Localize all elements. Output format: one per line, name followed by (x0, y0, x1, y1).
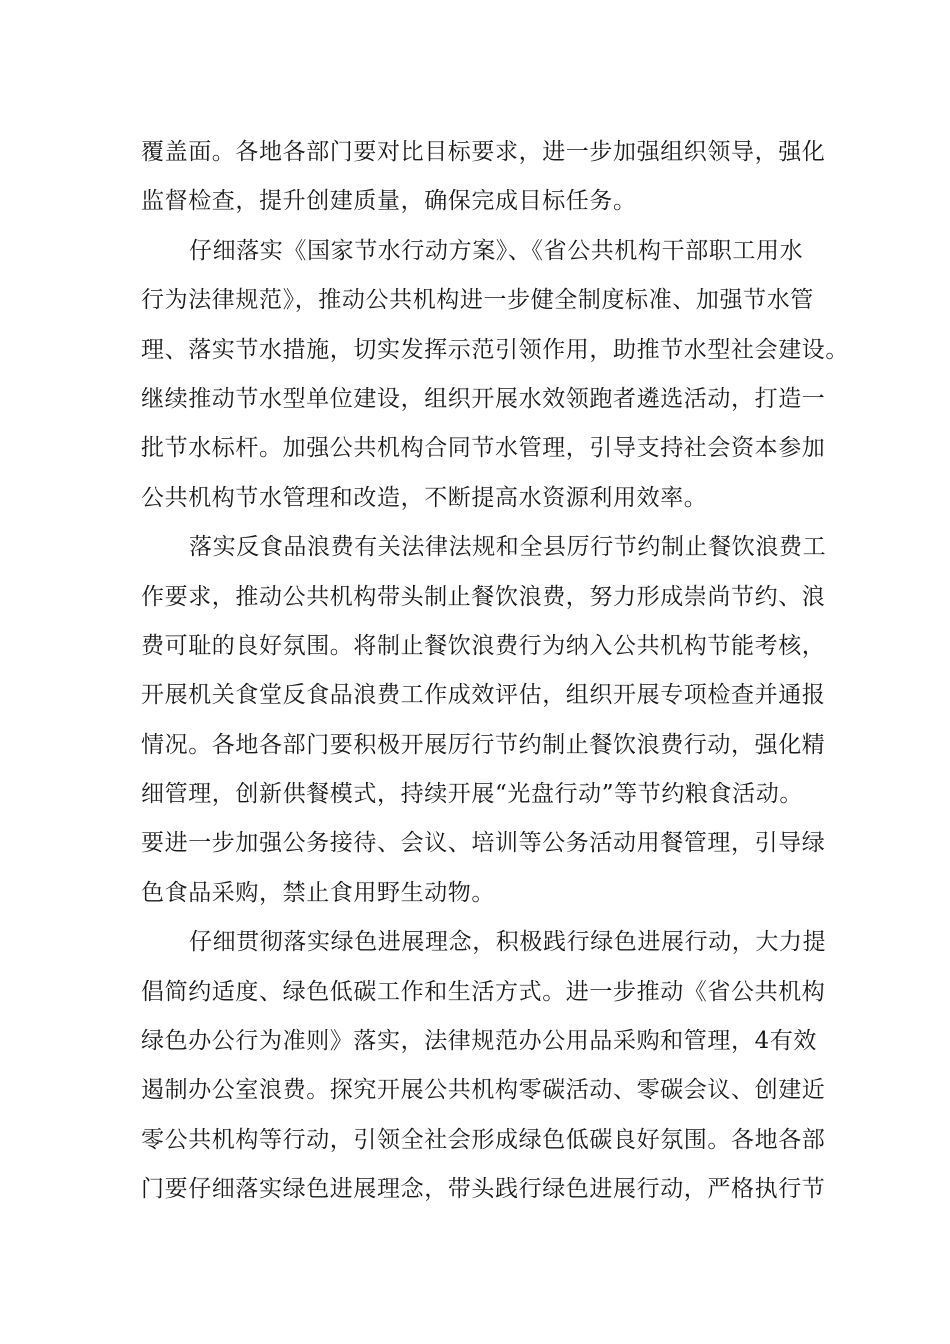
text-line: 仔细贯彻落实绿色进展理念，积极践行绿色进展行动，大力提 (189, 929, 827, 956)
text-line: 覆盖面。各地各部门要对比目标要求，进一步加强组织领导，强化 (141, 139, 826, 165)
text-line: 理、落实节水措施，切实发挥示范引领作用，助推节水型社会建设。 (141, 336, 849, 363)
paragraph (141, 523, 827, 918)
text-line: 色食品采购，禁止食用野生动物。 (141, 879, 495, 906)
text-line: 作要求，推动公共机构带头制止餐饮浪费，努力形成崇尚节约、浪 (141, 583, 826, 610)
text-line: 倡简约适度、绿色低碳工作和生活方式。进一步推动《省公共机构 (141, 978, 826, 1005)
text-line: 落实反食品浪费有关法律法规和全县厉行节约制止餐饮浪费工 (189, 534, 827, 561)
text-line: 行为法律规范》，推动公共机构进一步健全制度标准、加强节水管 (141, 287, 814, 314)
text-line: 仔细落实《国家节水行动方案》、《省公共机构干部职工用水 (189, 237, 804, 264)
text-line: 公共机构节水管理和改造，不断提高水资源利用效率。 (141, 484, 708, 511)
paragraph (141, 227, 849, 523)
text-line: 门要仔细落实绿色进展理念，带头践行绿色进展行动，严格执行节 (141, 1176, 826, 1203)
text-line: 遏制办公室浪费。探究开展公共机构零碳活动、零碳会议、创建近 (141, 1077, 826, 1104)
text-line: 要进一步加强公务接待、会议、培训等公务活动用餐管理，引导绿 (141, 830, 826, 857)
text-line: 批节水标杆。加强公共机构合同节水管理，引导支持社会资本参加 (141, 435, 826, 462)
paragraph (141, 918, 827, 1214)
text-line: 继续推动节水型单位建设，组织开展水效领跑者遴选活动，打造一 (141, 385, 826, 412)
text-line: 绿色办公行为准则》落实，法律规范办公用品采购和管理，4有效 (141, 1028, 818, 1055)
text-line: 开展机关食堂反食品浪费工作成效评估，组织开展专项检查并通报 (141, 682, 826, 709)
document-body (141, 128, 849, 1215)
text-line: 监督检查，提升创建质量，确保完成目标任务。 (141, 188, 637, 215)
text-line: 情况。各地各部门要积极开展厉行节约制止餐饮浪费行动，强化精 (141, 731, 826, 758)
text-line: 细管理，创新供餐模式，持续开展“光盘行动”等节约粮食活动。 (141, 781, 803, 808)
text-line: 费可耻的良好氛围。将制止餐饮浪费行为纳入公共机构节能考核， (141, 632, 826, 659)
paragraph (141, 128, 826, 227)
text-line: 零公共机构等行动，引领全社会形成绿色低碳良好氛围。各地各部 (141, 1126, 826, 1153)
